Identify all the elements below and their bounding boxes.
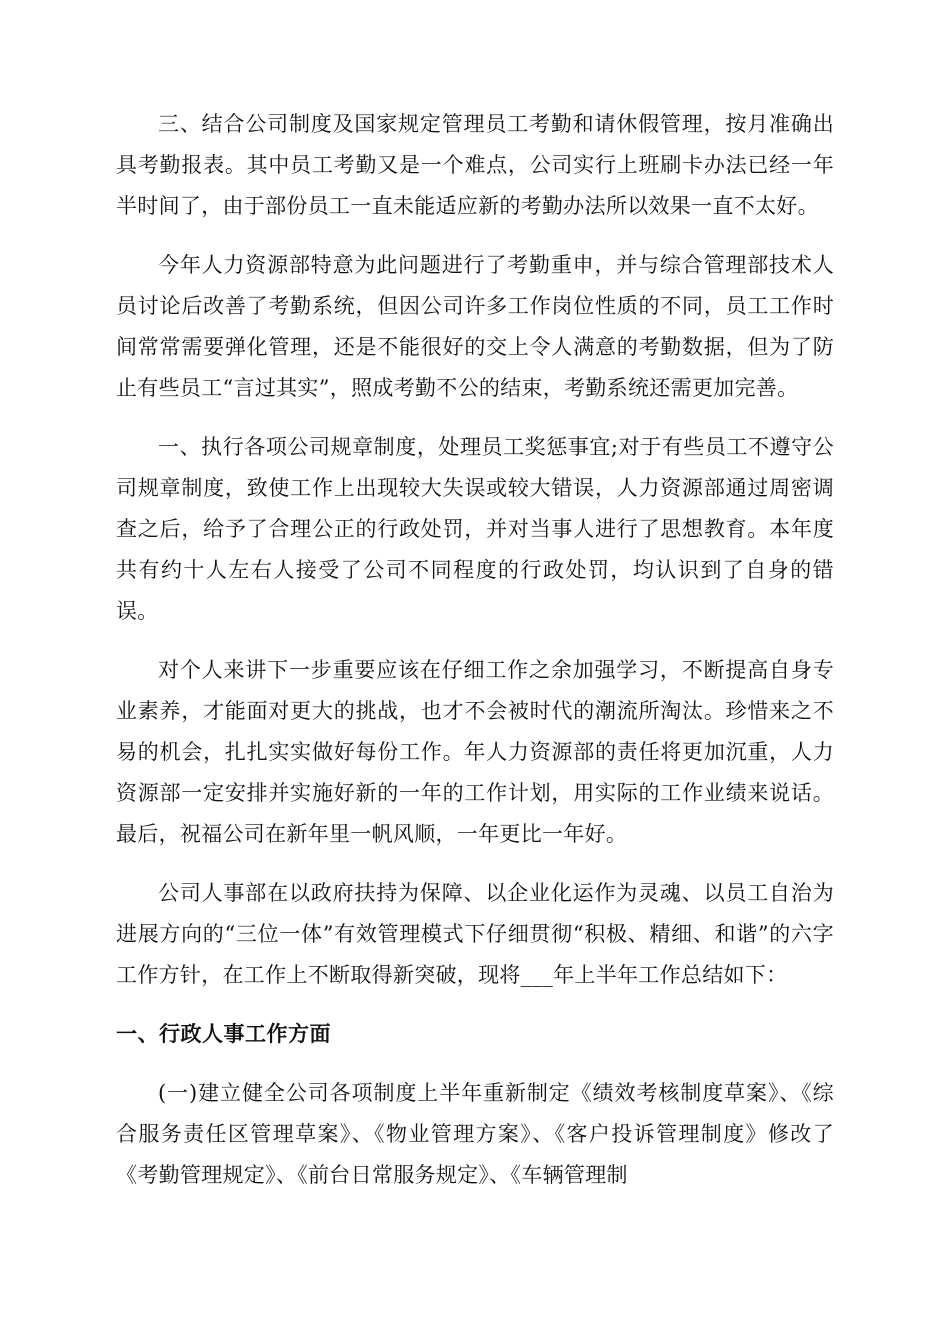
- paragraph-rules-discipline: 一、执行各项公司规章制度，处理员工奖惩事宜;对于有些员工不遵守公司规章制度，致使工作上出现较大失误或较大错误，人力资源部通过周密调查之后，给予了合理公正的行政处罚，并对当事人进行了思想教育。本年度共有约十人左右人接受了公司不同程度的行政处罚，均认识到了自身的错误。: [116, 435, 834, 623]
- paragraph-system-building: (一)建立健全公司各项制度上半年重新制定《绩效考核制度草案》、《综合服务责任区管理草案》、《物业管理方案》、《客户投诉管理制度》修改了《考勤管理规定》、《前台日常服务规定》、《车辆管理制: [116, 1081, 834, 1187]
- document-page: [116, 104, 834, 1214]
- paragraph-attendance: 三、结合公司制度及国家规定管理员工考勤和请休假管理，按月准确出具考勤报表。其中员工考勤又是一个难点，公司实行上班刷卡办法已经一年半时间了，由于部份员工一直未能适应新的考勤办法所以效果一直不太好。: [116, 112, 834, 218]
- paragraph-personal-outlook: 对个人来讲下一步重要应该在仔细工作之余加强学习，不断提高自身专业素养，才能面对更大的挑战，也才不会被时代的潮流所淘汰。珍惜来之不易的机会，扎扎实实做好每份工作。年人力资源部的责任将更加沉重，人力资源部一定安排并实施好新的一年的工作计划，用实际的工作业绩来说话。最后，祝福公司在新年里一帆风顺，一年更比一年好。: [116, 658, 834, 846]
- section-heading: 一、行政人事工作方面: [116, 1022, 331, 1046]
- paragraph-attendance-system: 今年人力资源部特意为此问题进行了考勤重申，并与综合管理部技术人员讨论后改善了考勤系统，但因公司许多工作岗位性质的不同，员工工作时间常常需要弹化管理，还是不能很好的交上令人满意的考勤数据，但为了防止有些员工“言过其实”，照成考勤不公的结束，考勤系统还需更加完善。: [116, 253, 834, 400]
- paragraph-hr-summary-intro: 公司人事部在以政府扶持为保障、以企业化运作为灵魂、以员工自治为进展方向的“三位一体”有效管理模式下仔细贯彻“积极、精细、和谐”的六字工作方针，在工作上不断取得新突破，现将___年上半年工作总结如下：: [116, 881, 834, 987]
